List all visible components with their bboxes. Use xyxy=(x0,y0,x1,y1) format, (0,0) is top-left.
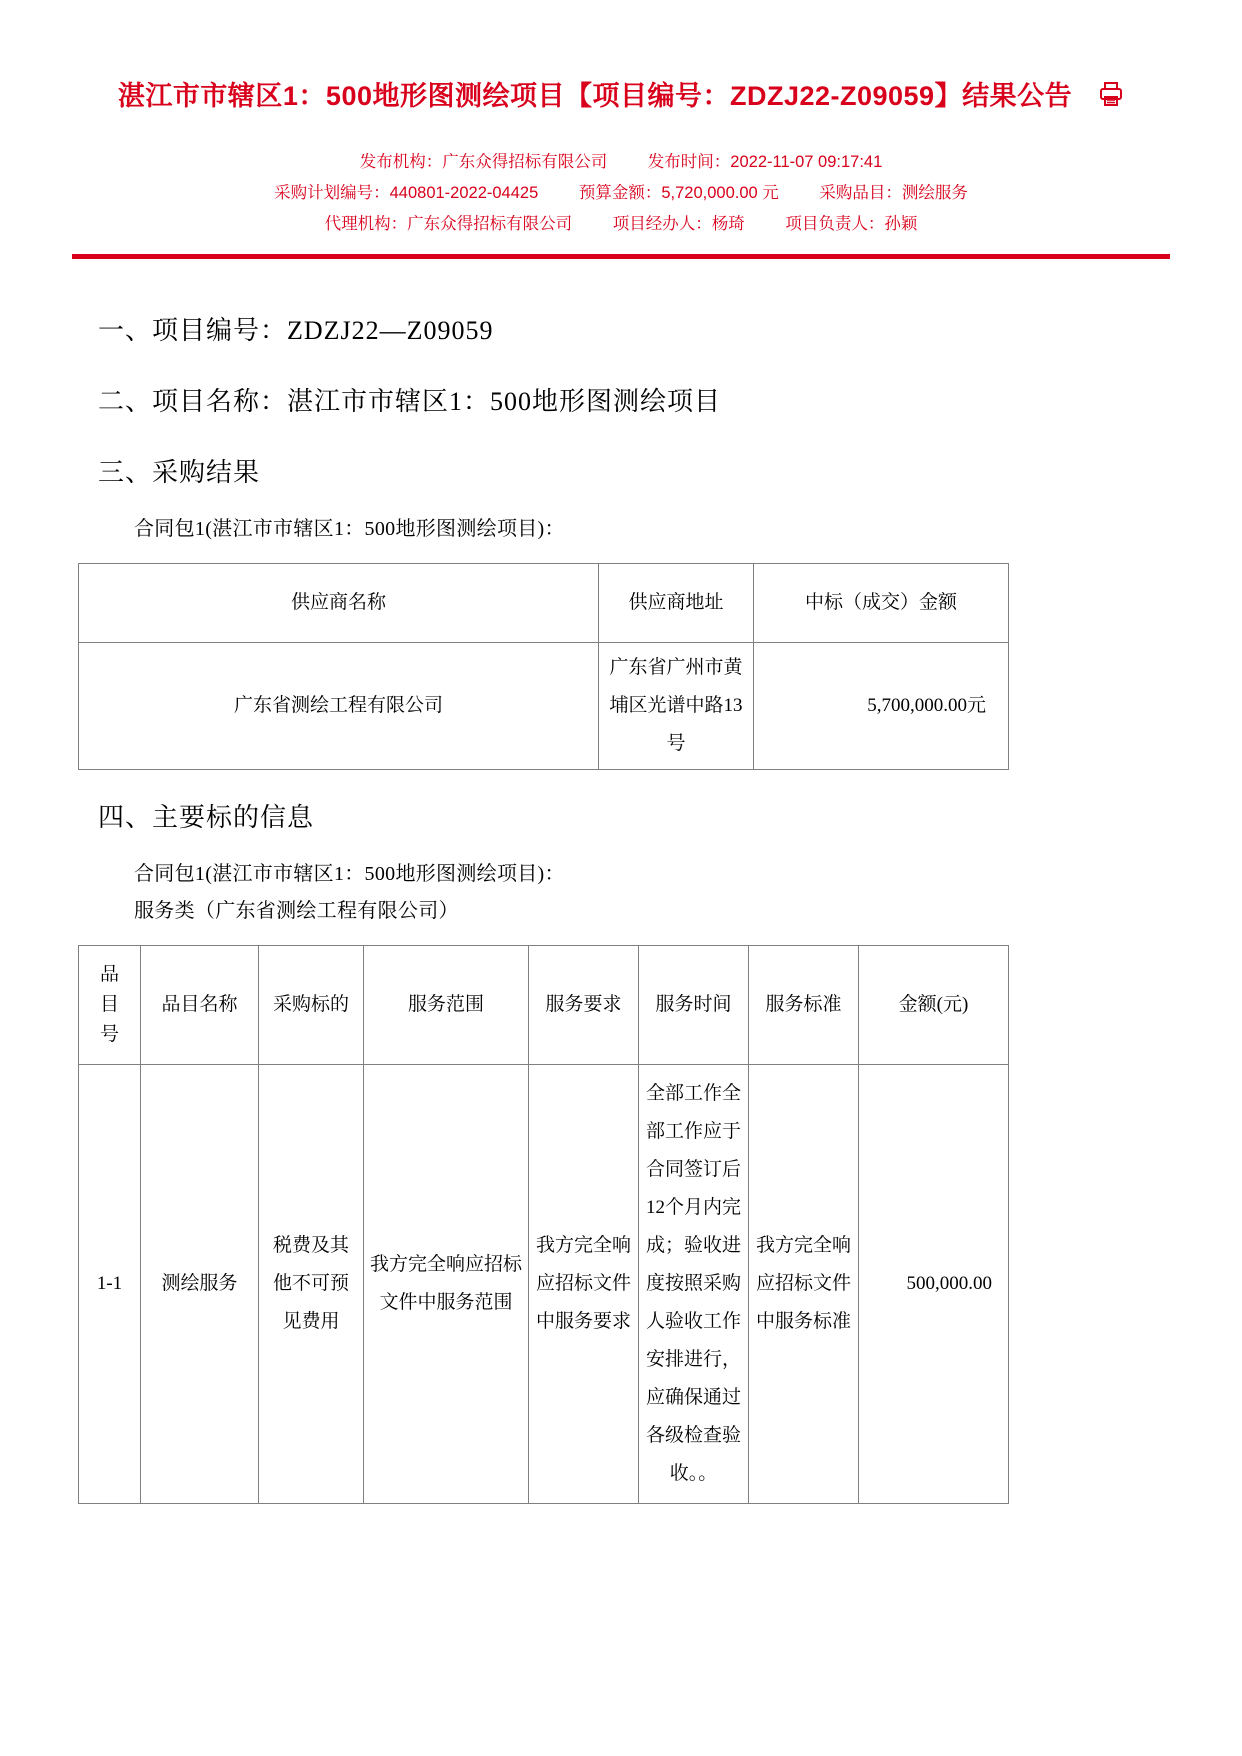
table-row xyxy=(79,1065,1009,1504)
col-service-standard: 服务标准 xyxy=(749,946,859,1065)
cell-service-time: 全部工作全部工作应于合同签订后12个月内完成；验收进度按照采购人验收工作安排进行，应确保通过各级检查验收。。 xyxy=(639,1065,749,1504)
page-title: 湛江市市辖区1：500地形图测绘项目【项目编号：ZDZJ22-Z09059】结果公告 xyxy=(117,81,1073,111)
col-item-amount: 金额(元) xyxy=(859,946,1009,1065)
col-award-amount: 中标（成交）金额 xyxy=(754,564,1009,643)
title-row xyxy=(72,74,1170,113)
service-type-label: 服务类（广东省测绘工程有限公司） xyxy=(134,900,459,922)
package-label-result: 合同包1(湛江市市辖区1：500地形图测绘项目)： xyxy=(134,518,565,540)
col-purchase-subject: 采购标的 xyxy=(259,946,364,1065)
supplier-result-table xyxy=(78,563,1009,770)
publisher: 发布机构：广东众得招标有限公司 xyxy=(359,153,608,171)
cell-supplier-address: 广东省广州市黄埔区光谱中路13号 xyxy=(599,643,754,770)
cell-award-amount: 5,700,000.00元 xyxy=(754,643,1009,770)
document-body xyxy=(72,259,1170,1504)
section-subject-info: 四、主要标的信息 xyxy=(98,803,315,832)
col-service-scope: 服务范围 xyxy=(364,946,529,1065)
col-item-no xyxy=(79,946,141,1065)
cell-supplier-name: 广东省测绘工程有限公司 xyxy=(79,643,599,770)
agency: 代理机构：广东众得招标有限公司 xyxy=(324,215,573,233)
meta-line-3 xyxy=(72,209,1170,240)
col-supplier-address: 供应商地址 xyxy=(599,564,754,643)
subject-item-table xyxy=(78,945,1009,1504)
section-project-no: 一、项目编号：ZDZJ22—Z09059 xyxy=(98,316,494,345)
cell-item-no: 1-1 xyxy=(79,1065,141,1504)
purchase-plan-no: 采购计划编号：440801-2022-04425 xyxy=(274,184,539,202)
purchase-category: 采购品目：测绘服务 xyxy=(819,184,968,202)
document-header xyxy=(72,0,1170,259)
header-meta xyxy=(72,147,1170,240)
cell-purchase-subject: 税费及其他不可预见费用 xyxy=(259,1065,364,1504)
project-handler: 项目经办人：杨琦 xyxy=(612,215,745,233)
cell-item-amount: 500,000.00 xyxy=(859,1065,1009,1504)
col-service-time: 服务时间 xyxy=(639,946,749,1065)
meta-line-2 xyxy=(72,178,1170,209)
table-header-row xyxy=(79,946,1009,1065)
publish-time: 发布时间：2022-11-07 09:17:41 xyxy=(647,153,883,171)
col-service-requirement: 服务要求 xyxy=(529,946,639,1065)
project-manager: 项目负责人：孙颖 xyxy=(785,215,918,233)
section-purchase-result: 三、采购结果 xyxy=(98,458,261,487)
table-row xyxy=(79,643,1009,770)
cell-service-scope: 我方完全响应招标文件中服务范围 xyxy=(364,1065,529,1504)
print-icon[interactable] xyxy=(1098,81,1124,107)
meta-line-1 xyxy=(72,147,1170,178)
package-label-subject: 合同包1(湛江市市辖区1：500地形图测绘项目)： xyxy=(134,863,565,885)
col-item-no-label: 品目号 xyxy=(99,964,119,1045)
cell-service-standard: 我方完全响应招标文件中服务标准 xyxy=(749,1065,859,1504)
col-item-name: 品目名称 xyxy=(141,946,259,1065)
section-project-name: 二、项目名称：湛江市市辖区1：500地形图测绘项目 xyxy=(98,387,722,416)
table-header-row xyxy=(79,564,1009,643)
col-supplier-name: 供应商名称 xyxy=(79,564,599,643)
cell-item-name: 测绘服务 xyxy=(141,1065,259,1504)
cell-service-requirement: 我方完全响应招标文件中服务要求 xyxy=(529,1065,639,1504)
budget-amount: 预算金额：5,720,000.00 元 xyxy=(578,184,779,202)
